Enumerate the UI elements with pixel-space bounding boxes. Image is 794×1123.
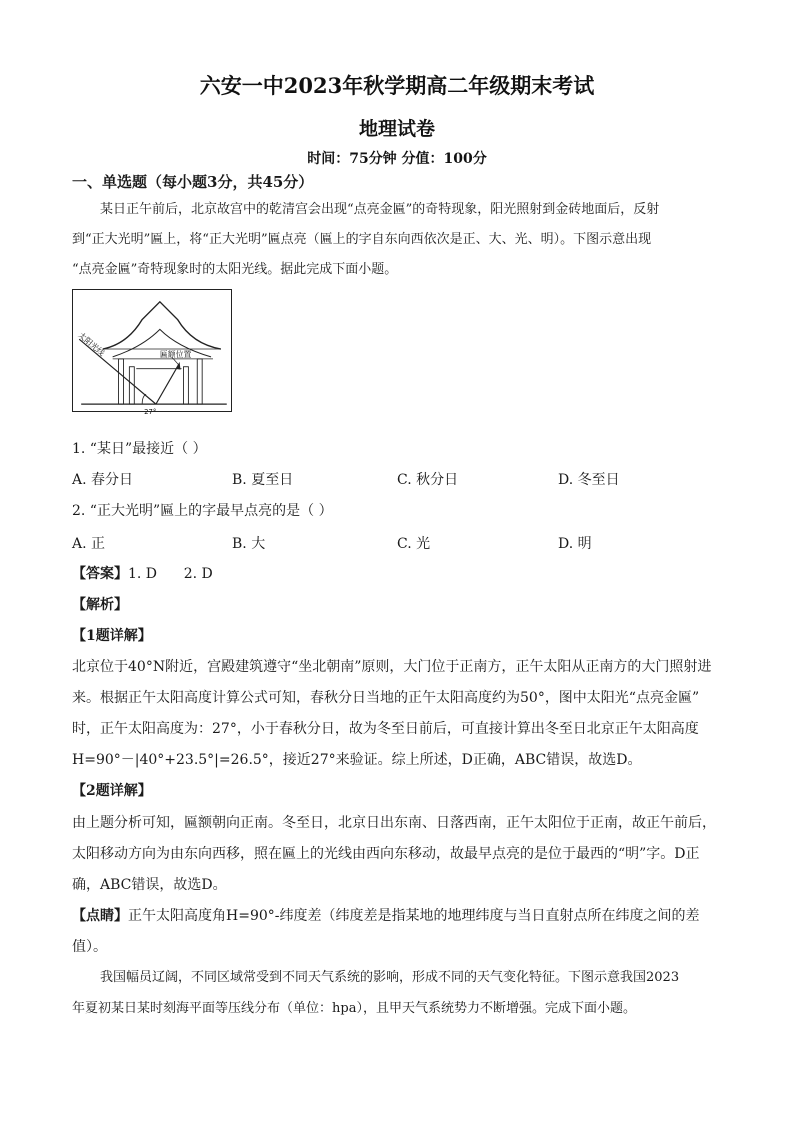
next-intro-line-1: 我国幅员辽阔，不同区域常受到不同天气系统的影响，形成不同的天气变化特征。下图示意我国2023	[100, 970, 680, 985]
tip-line-2: 值）。	[72, 939, 107, 955]
next-intro-line-2: 年夏初某日某时刻海平面等压线分布（单位：hpa），且甲天气系统势力不断增强。完成下面小题。	[72, 1001, 636, 1016]
analysis-tag: 【解析】	[72, 597, 128, 613]
q1-option-d: D. 冬至日	[558, 472, 620, 488]
palace-diagram	[73, 290, 231, 416]
q2-option-c: C. 光	[397, 536, 431, 552]
sun-ray-reflected	[156, 365, 179, 404]
exam-meta: 时间：75分钟 分值：100分	[307, 151, 487, 167]
q2-option-b: B. 大	[232, 536, 266, 552]
detail1-tag: 【1题详解】	[72, 628, 152, 644]
detail2-line-3: 确，ABC错误，故选D。	[72, 877, 227, 893]
pillar	[119, 359, 124, 404]
roof-outline	[103, 302, 221, 349]
pillar	[183, 367, 188, 404]
sun-ray-label: 太阳光线	[76, 330, 107, 358]
tip-line-1	[72, 906, 699, 926]
detail2-tag: 【2题详解】	[72, 783, 152, 799]
answer-line	[72, 564, 213, 584]
answer-text: 1. D 2. D	[128, 566, 213, 582]
q1-stem: 1. “某日”最接近（ ）	[72, 441, 207, 457]
exam-subtitle: 地理试卷	[358, 118, 435, 140]
intro-line-2: 到“正大光明”匾上，将“正大光明”匾点亮（匾上的字自东向西依次是正、大、光、明）。下图示意出现	[72, 232, 652, 247]
q2-stem: 2. “正大光明”匾上的字最早点亮的是（ ）	[72, 503, 333, 519]
tip-text-1: 正午太阳高度角H=90°-纬度差（纬度差是指某地的地理纬度与当日直射点所在纬度之间的差	[128, 908, 700, 924]
q2-option-a: A. 正	[72, 536, 106, 552]
angle-label: 27°	[144, 407, 157, 416]
pillar	[197, 359, 202, 404]
answer-tag: 【答案】	[72, 566, 128, 582]
q1-option-a: A. 春分日	[72, 472, 134, 488]
detail1-line-3: 时，正午太阳高度为：27°，小于春秋分日，故为冬至日前后，可直接计算出冬至日北京正午太阳高度	[72, 721, 699, 737]
tip-tag: 【点睛】	[72, 908, 128, 924]
intro-line-3: “点亮金匾”奇特现象时的太阳光线。据此完成下面小题。	[72, 262, 398, 277]
ray-arrow	[176, 362, 181, 370]
detail1-line-4: H=90°－|40°+23.5°|=26.5°，接近27°来验证。综上所述，D正确，ABC错误，故选D。	[72, 752, 642, 768]
intro-line-1: 某日正午前后，北京故宫中的乾清宫会出现“点亮金匾”的奇特现象，阳光照射到金砖地面后，反射	[100, 202, 660, 217]
detail1-line-2: 来。根据正午太阳高度计算公式可知，春秋分日当地的正午太阳高度约为50°，图中太阳光“点亮金匾”	[72, 690, 700, 706]
exam-title: 六安一中2023年秋学期高二年级期末考试	[199, 73, 595, 98]
detail2-line-1: 由上题分析可知，匾额朝向正南。冬至日，北京日出东南、日落西南，正午太阳位于正南，故正午前后，	[72, 815, 716, 831]
section-heading: 一、单选题（每小题3分，共45分）	[72, 173, 314, 191]
detail1-line-1: 北京位于40°N附近，宫殿建筑遵守“坐北朝南”原则，大门位于正南方，正午太阳从正南方的大门照射进	[72, 659, 712, 675]
q1-option-c: C. 秋分日	[397, 472, 459, 488]
plaque-label: 匾额位置	[159, 349, 192, 359]
q1-option-b: B. 夏至日	[232, 472, 294, 488]
sunlight-figure	[72, 289, 232, 416]
q2-option-d: D. 明	[558, 536, 592, 552]
detail2-line-2: 太阳移动方向为由东向西移，照在匾上的光线由西向东移动，故最早点亮的是位于最西的“明”字。D正	[72, 846, 700, 862]
